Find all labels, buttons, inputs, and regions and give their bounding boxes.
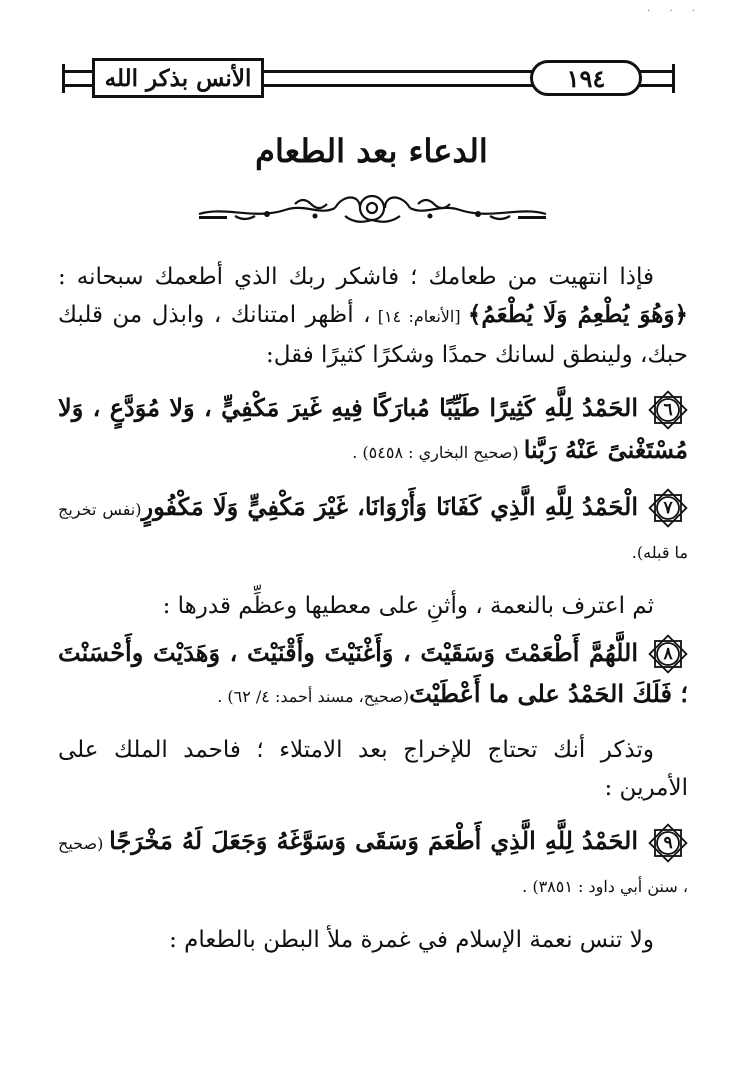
dua-9 [58,821,688,907]
dua-reference: (صحيح البخاري : ٥٤٥٨) . [352,442,524,462]
quran-verse: ﴿وَهُوَ يُطْعِمُ وَلَا يُطْعَمُ﴾ [467,301,689,328]
dua-reference: (نفس تخريج ما قبله). [58,499,688,562]
dua-6 [58,388,688,473]
intro-paragraph [58,258,688,374]
acknowledge-paragraph: ثم اعترف بالنعمة ، وأثنِ على معطيها وعظِّم قدرها : [162,592,654,619]
scan-speckles: · · · [647,6,703,17]
dua-number: ٨ [663,644,673,664]
dua-text: الْحَمْدُ لِلَّهِ الَّذِي كَفَانَا وَأَرْوَانَا، غَيْرَ مَكْفِيٍّ وَلَا مَكْفُورٍ [141,491,639,521]
intro-text-start: فإذا انتهيت من طعامك ؛ فاشكر ربك الذي أطعمك سبحانه : [58,264,654,290]
dua-number: ٧ [663,498,673,518]
dua-number-badge [648,634,688,674]
page-number: ١٩٤ [530,60,642,96]
dua-7 [58,487,688,573]
dua-number-badge [648,390,688,430]
dua-text: الحَمْدُ لِلَّهِ الَّذِي أَطْعَمَ وَسَقَى وَسَوَّغَهُ وَجَعَلَ لَهُ مَخْرَجًا [109,826,638,855]
dua-8 [58,633,688,718]
dua-number: ٩ [663,832,673,853]
intro-text-end: ، أظهر امتنانك ، وابذل من قلبك حبك، ولينطق لسانك حمدًا وشكرًا كثيرًا فقل: [58,302,688,368]
quran-reference: [الأنعام: ١٤] [370,307,468,326]
page-body [58,258,688,973]
dua-reference: (صحيح، مسند أحمد: ٤/ ٦٢) . [217,687,410,706]
dua-text: الحَمْدُ لِلَّهِ كَثِيرًا طَيِّبًا مُبارَكًا فِيهِ غَيرَ مَكْفِيٍّ ، وَلا مُوَدَّعٍ ، وَلا مُسْتَغْنىً عَنْهُ رَبَّنا [58,393,688,464]
dua-reference: (صحيح ، سنن أبي داود : ٣٨٥١) . [58,834,688,896]
dua-number-badge [648,488,688,528]
remember-paragraph: وتذكر أنك تحتاج للإخراج بعد الامتلاء ؛ فاحمد الملك على الأمرين : [58,737,688,801]
dua-number-badge [648,823,688,863]
dua-text: اللَّهُمَّ أَطْعَمْتَ وَسَقَيْتَ ، وَأَغْنَيْتَ وأَقْنَيْتَ ، وَهَدَيْتَ وأَحْسَنْتَ ؛ فَلَكَ الحَمْدُ على ما أَعْطَيْتَ [58,637,688,708]
running-head-title: الأنس بذكر الله [92,58,264,98]
section-title: الدعاء بعد الطعام [255,132,488,170]
header-rule-cap-right [672,64,675,93]
closing-paragraph: ولا تنس نعمة الإسلام في غمرة ملأ البطن بالطعام : [169,927,654,953]
header-rule-cap-left [62,64,65,93]
dua-number: ٦ [663,399,673,420]
title-ornament [195,190,550,226]
